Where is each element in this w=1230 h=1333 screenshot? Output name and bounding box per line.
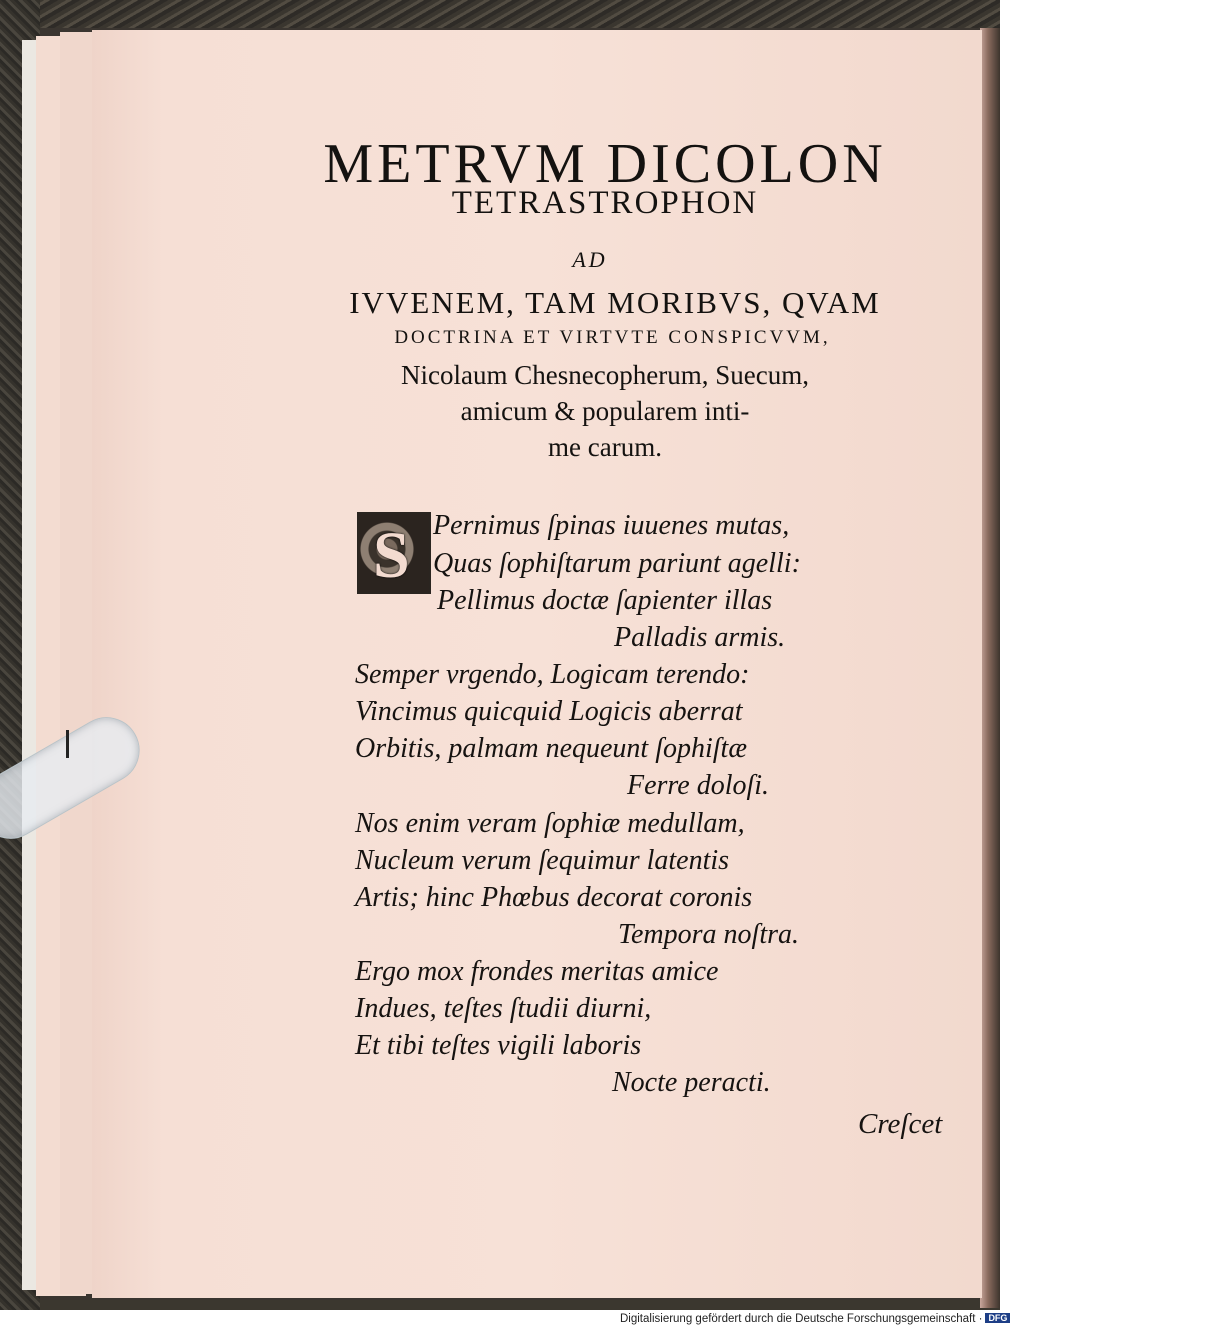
- dedication-line: me carum.: [548, 432, 662, 462]
- poem-line: Nucleum verum ſequimur latentis: [355, 845, 730, 876]
- initial-letter: S: [373, 519, 410, 592]
- decorated-initial: [357, 512, 431, 594]
- footer-text: Digitalisierung gefördert durch die Deutsche Forschungsgemeinschaft ·: [620, 1313, 983, 1325]
- title-line-5: DOCTRINA ET VIRTVTE CONSPICVVM,: [394, 327, 831, 348]
- poem-line: Ferre doloſi.: [627, 770, 770, 801]
- funding-footer: [620, 1313, 1008, 1331]
- dedication-line: Nicolaum Chesnecopherum, Suecum,: [401, 360, 809, 390]
- catchword: Creſcet: [858, 1108, 943, 1140]
- poem-line: Palladis armis.: [614, 622, 786, 653]
- clip-mark: [66, 730, 69, 758]
- title-line-3: AD: [572, 247, 608, 272]
- poem-line: Pernimus ſpinas iuuenes mutas,: [433, 510, 790, 541]
- poem-line: Vincimus quicquid Logicis aberrat: [355, 696, 743, 727]
- poem-line: Nos enim veram ſophiæ medullam,: [355, 808, 745, 839]
- title-line-4: IVVENEM, TAM MORIBVS, QVAM: [349, 285, 881, 320]
- poem-line: Indues, teſtes ſtudii diurni,: [355, 993, 652, 1024]
- page-clip: [0, 705, 150, 855]
- dedication-line: amicum & popularem inti-: [460, 396, 750, 426]
- poem-line: Nocte peracti.: [612, 1067, 771, 1098]
- poem-line: Artis; hinc Phœbus decorat coronis: [355, 882, 753, 913]
- poem-line: Pellimus doctæ ſapienter illas: [437, 585, 773, 616]
- dfg-logo: DFG: [985, 1313, 1010, 1323]
- poem-line: Quas ſophiſtarum pariunt agelli:: [433, 548, 801, 579]
- book-cover-top: [40, 0, 1000, 28]
- title-line-2: TETRASTROPHON: [451, 185, 759, 221]
- poem-line: Et tibi teſtes vigili laboris: [355, 1030, 642, 1061]
- poem-line: Ergo mox frondes meritas amice: [355, 956, 719, 987]
- poem-line: Orbitis, palmam nequeunt ſophiſtæ: [355, 733, 747, 764]
- poem-line: Semper vrgendo, Logicam terendo:: [355, 659, 750, 690]
- book-cover-bottom: [40, 1300, 1000, 1310]
- title-line-1: METRVM DICOLON: [323, 133, 887, 195]
- clip-bar: [0, 705, 152, 851]
- poem-line: Tempora noſtra.: [618, 919, 800, 950]
